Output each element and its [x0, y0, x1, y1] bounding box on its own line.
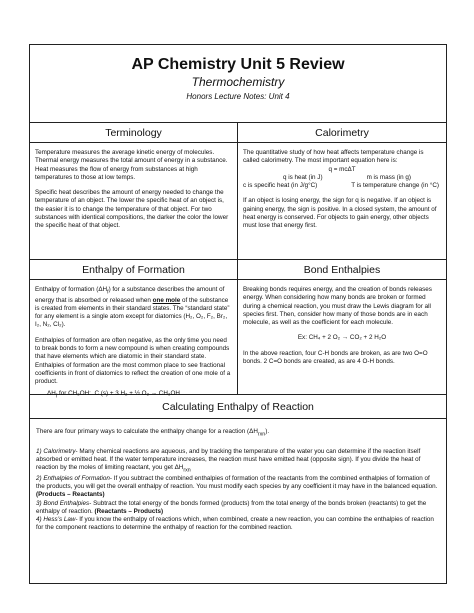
bonds-paragraph-1: Breaking bonds requires energy, and the creation of bonds releases energy. When considering how many bonds are broken or formed during a chemical reaction, you must draw the Lewis diagram for all species first. Then, consider how many of those bonds are in each molecule, as well as the coefficient for each molecule. [243, 286, 432, 327]
formation-title: Enthalpy of Formation [30, 260, 237, 280]
calorimetry-section [238, 123, 446, 259]
row-1 [30, 123, 446, 260]
bond-enthalpies-section [238, 260, 446, 394]
method-calorimetry: 1) Calorimetry- Many chemical reactions are aqueous, and by tracking the temperature of the water you can determine if the reaction itself absorbed or emitted heat. If the water temperature increases, the reaction must have emitted heat (opposite sign). If you divide the heat of reaction by the moles of limiting reactant, you get $\Delta H_{rxn}$ [36, 447, 421, 474]
terminology-section [30, 123, 238, 259]
calculating-intro: There are four primary ways to calculate the enthalpy change for a reaction $(\Delta H_{rxn})$. [36, 428, 270, 438]
calorimetry-title: Calorimetry [238, 123, 446, 143]
method-bond-enthalpies: 3) Bond Enthalpies- Subtract the total energy of the bonds formed (products) from the total energy of the bonds broken (reactants) to get the enthalpy of reaction. (Reactants – Products) [36, 499, 427, 515]
method-formation: 2) Enthalpies of Formation- If you subtract the combined enthalpies of formation of the reactants from the combined enthalpies of formation of the products, you will get the overall enthalpy of reaction. You must modify each species by any coefficient it may have in the balanced equation. (Products – Reactants) [36, 474, 438, 499]
header [30, 45, 446, 123]
review-sheet [29, 44, 447, 584]
page-subtitle: Thermochemistry [191, 75, 285, 89]
bonds-title: Bond Enthalpies [238, 260, 446, 280]
enthalpy-of-formation-section [30, 260, 238, 399]
page-subsubtitle: Honors Lecture Notes: Unit 4 [186, 92, 290, 101]
terminology-paragraph-1: Temperature measures the average kinetic energy of molecules. Thermal energy measures the total amount of energy in a substance. Heat measures the flow of energy from substances at high temperatures to those at low temps. [35, 149, 228, 181]
bonds-example: Ex: CH₄ + 2 O₂ → CO₂ + 2 H₂O [297, 334, 387, 342]
bonds-paragraph-2: In the above reaction, four C-H bonds are broken, as are two O=O bonds. 2 C=O bonds are created, as are 4 O-H bonds. [243, 349, 428, 366]
m-definition: m is mass (in g) [366, 173, 411, 181]
c-definition: c is specific heat (in J/g°C) [243, 182, 318, 190]
method-hess-law: 4) Hess’s Law- If you know the enthalpy of reactions which, when combined, create a new reaction, you can combine the enthalpies of reaction for the component reactions to determine the enthalpy of reaction for the combined reaction. [36, 516, 434, 532]
terminology-title: Terminology [30, 123, 237, 143]
calorimetry-paragraph-2: If an object is losing energy, the sign for q is negative. If an object is gaining energy, the sign is positive. In a closed system, the amount of heat energy is conserved. For objects to gain energy, other objects must lose that energy first. [243, 197, 437, 230]
terminology-paragraph-2: Specific heat describes the amount of energy needed to change the temperature of an object. The lower the specific heat of an object is, the easier it is to change the temperature of that object. For two substances with identical compositions, the darker the color the lower the specific heat of that object. [35, 189, 229, 230]
formation-paragraph-1: Enthalpy of formation $(\Delta H_f)$ for a substance describes the amount of energy that is absorbed or released when one mole of the substance is created from elements in their standard states. The “standard state” for any element is a single atom except for diatomics (H₂, O₂, F₂, Br₂, I₂, N₂, Cl₂). [35, 286, 230, 329]
q-definition: q is heat (in J) [283, 173, 323, 181]
t-definition: T is temperature change (in °C) [351, 182, 439, 190]
formation-paragraph-2: Enthalpies of formation are often negative, as the only time you need to break bonds to form a new compound is when creating compounds that have elements which are diatomic in their standard state. Enthalpies of formation are the most common place to see fractional coefficients in front of diatomics to reflect the creation of one mole of a product. [35, 336, 231, 386]
calculating-title: Calculating Enthalpy of Reaction [30, 395, 446, 419]
calorimetry-paragraph-1: The quantitative study of how heat affects temperature change is called calorimetry. The most important equation here is: [243, 149, 424, 165]
row-2 [30, 260, 446, 399]
formation-example: $\Delta H_f$ for CH₃OH: C (s) + 3 H₂ + ½ O₂ → CH₃OH [47, 389, 180, 399]
page-title: AP Chemistry Unit 5 Review [131, 56, 345, 73]
calorimetry-equation: q = mcΔT [328, 165, 356, 173]
calculating-enthalpy-section [30, 395, 446, 533]
